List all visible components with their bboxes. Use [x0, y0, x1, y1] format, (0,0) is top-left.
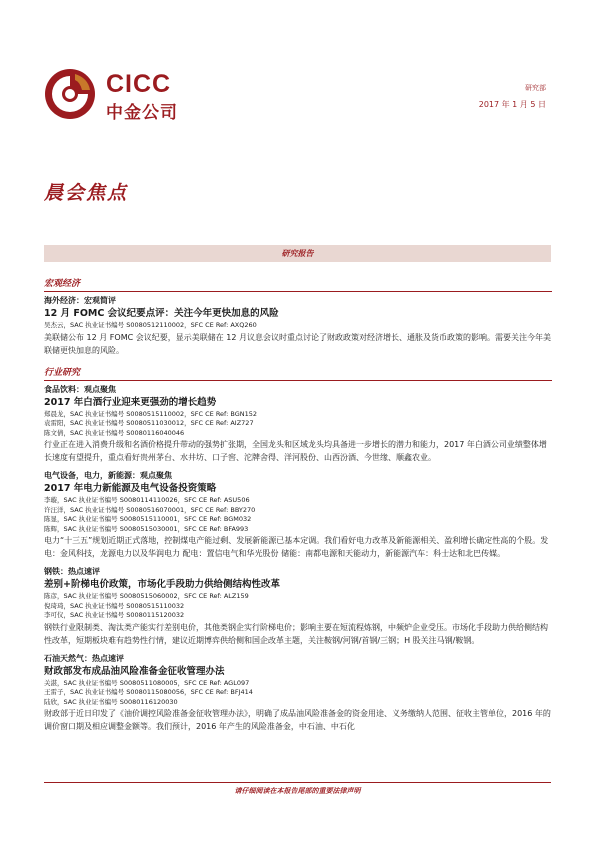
- section-band: [44, 245, 551, 262]
- item-summary: 美联储公布 12 月 FOMC 会议纪要，显示美联储在 12 月议息会议时重点讨论了财政政策对经济增长、通胀及货币政策的影响。需要关注今年美联储更快加息的风险。: [44, 332, 551, 355]
- item-topic: 电气设备，电力，新能源：观点聚焦: [44, 471, 172, 480]
- item-author: 陆欣，SAC 执业证书编号 S0080116120030: [44, 697, 178, 706]
- item-author: 陈辉，SAC 执业证书编号 S0080515030001，SFC CE Ref: BFA993: [44, 524, 249, 533]
- item-headline[interactable]: 2017 年电力新能源及电气设备投资策略: [44, 483, 217, 494]
- brand-name-en: CICC: [106, 70, 172, 98]
- item-author: 陈文倩，SAC 执业证书编号 S0080116040046: [44, 428, 185, 437]
- item-author: 袁雷阳，SAC 执业证书编号 S0080511030012，SFC CE Ref: AIZ727: [44, 419, 254, 427]
- brand-name-cn: 中金公司: [106, 103, 178, 123]
- item-summary: 电力“十三五”规划近期正式落地，控制煤电产能过剩、发展新能源已基本定调。我们看好电力改革及新能源相关、盈利增长确定性高的个股。发电：金风科技，龙源电力以及华润电力 配电：置信电气和华光股份 储能：南都电源和天能动力，新能源汽车：科士达和北巴传媒。: [44, 536, 549, 558]
- page-title: 晨会焦点: [44, 182, 129, 204]
- item-author: 陈显，SAC 执业证书编号 S0080515110001，SFC CE Ref: BGM032: [44, 515, 252, 523]
- section-heading: 行业研究: [44, 367, 81, 378]
- item-headline[interactable]: 12 月 FOMC 会议纪要点评：关注今年更快加息的风险: [44, 308, 279, 319]
- item-summary: 财政部于近日印发了《油价调控风险准备金征收管理办法》，明确了成品油风险准备金的资金用途、义务缴纳人范围、征收主管单位，2016 年的调价窗口期及相应调整金额等。我们预计，2016 年产生的风险准备金，中石油、中石化: [44, 709, 551, 731]
- legal-footer: [44, 782, 551, 797]
- report-item: [44, 295, 552, 357]
- item-topic: 钢铁：热点速评: [44, 567, 100, 576]
- report-item: [44, 470, 552, 560]
- section-macro: [44, 278, 552, 357]
- cicc-emblem-icon: [44, 68, 96, 120]
- report-content: [44, 278, 552, 733]
- item-author: 吴杰云，SAC 执业证书编号 S0080512110002，SFC CE Ref: AXQ260: [44, 321, 257, 329]
- item-author: 许汪洋，SAC 执业证书编号 S0080516070001，SFC CE Ref: BBY270: [44, 505, 256, 514]
- item-author: 陈彦，SAC 执业证书编号 S0080515060002，SFC CE Ref: ALZ159: [44, 592, 249, 600]
- report-item: [44, 653, 552, 734]
- item-summary: 行业正在进入消费升级和名酒价格提升带动的强势扩张期，全国龙头和区域龙头均具备进一步增长的潜力和能力，2017 年白酒公司业绩整体增长速度有望提升，重点看好贵州茅台、水井坊、口子窖、沱牌舍得、洋河股份、山西汾酒、今世缘、顺鑫农业。: [44, 440, 547, 462]
- item-summary: 钢铁行业限制类、淘汰类产能实行差别电价，其他类钢企实行阶梯电价；影响主要在短流程炼钢，中频炉企业受压。市场化手段助力供给侧结构性改革，短期板块难有趋势性行情，建议近期博弈供给侧和国企改革主题，关注鞍钢/河钢/首钢/三钢；H 股关注马钢/鞍钢。: [44, 622, 548, 645]
- legal-notice[interactable]: 请仔细阅读在本报告尾部的重要法律声明: [234, 787, 361, 795]
- item-headline[interactable]: 2017 年白酒行业迎来更强劲的增长趋势: [44, 396, 217, 408]
- item-headline[interactable]: 差别+阶梯电价政策，市场化手段助力供给侧结构性改革: [44, 579, 280, 590]
- cicc-logo: [44, 68, 194, 123]
- item-author: 郑晨龙，SAC 执业证书编号 S0080515110002，SFC CE Ref: BGN152: [44, 409, 258, 418]
- item-author: 王雷子，SAC 执业证书编号 S0080115080056，SFC CE Ref: BFJ414: [44, 688, 253, 696]
- section-divider: [44, 291, 552, 292]
- item-author: 李璇，SAC 执业证书编号 S0080114110026，SFC CE Ref: ASU506: [44, 496, 250, 504]
- item-topic: 石油天然气：热点速评: [44, 653, 124, 663]
- report-date: 2017 年 1 月 5 日: [478, 100, 546, 109]
- item-headline[interactable]: 财政部发布成品油风险准备金征收管理办法: [44, 665, 225, 677]
- report-item: [44, 384, 552, 465]
- section-heading: 宏观经济: [44, 279, 81, 289]
- item-author: 倪琦琦，SAC 执业证书编号 S0080515110032: [44, 601, 185, 610]
- section-divider: [44, 380, 552, 381]
- section-band-label: 研究报告: [281, 249, 314, 258]
- item-author: 关湛，SAC 执业证书编号 S0080511080005，SFC CE Ref: AGL097: [44, 678, 250, 687]
- department-label: 研究部: [525, 84, 546, 92]
- report-item: [44, 566, 552, 647]
- item-author: 李可仪，SAC 执业证书编号 S0080115120032: [44, 611, 185, 619]
- section-industry: [44, 367, 552, 734]
- item-topic: 食品饮料：观点聚焦: [44, 384, 116, 394]
- item-topic: 海外经济：宏观简评: [44, 296, 116, 305]
